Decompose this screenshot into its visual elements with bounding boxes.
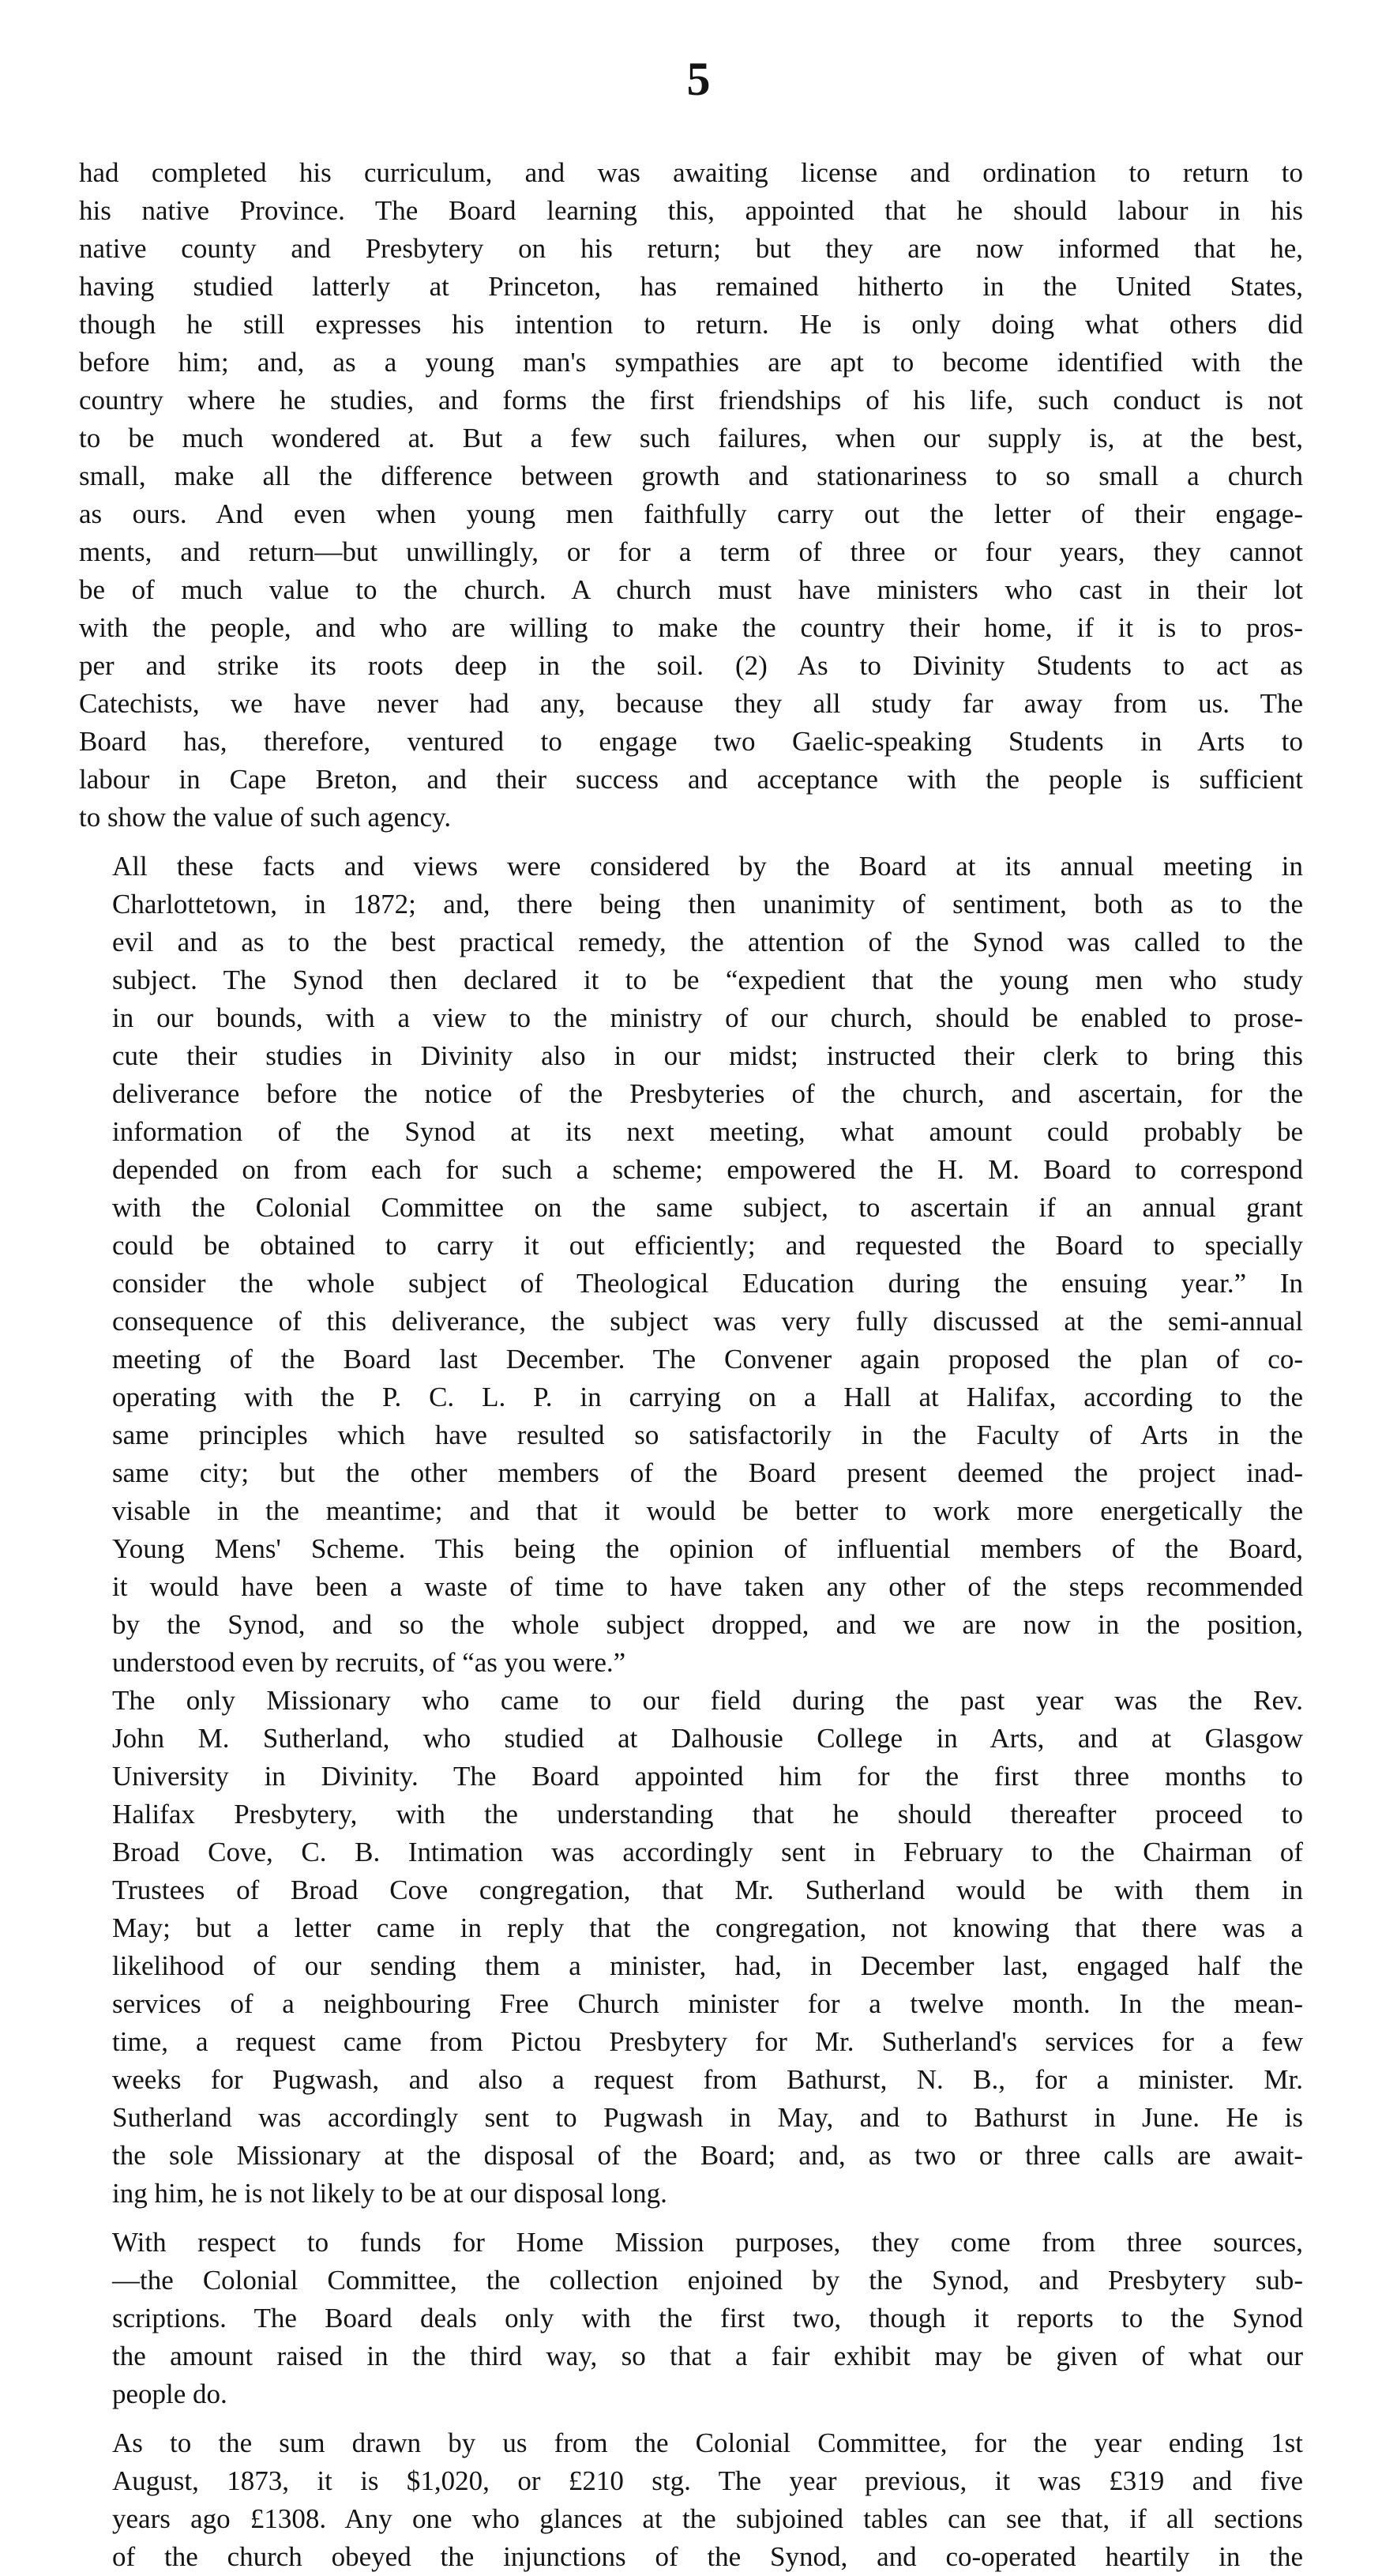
- text-line: having studied latterly at Princeton, has remained hitherto in the United States,: [79, 271, 1303, 302]
- text-line: services of a neighbouring Free Church minister for a twelve month. In the mean-: [112, 1988, 1303, 2019]
- text-line: country where he studies, and forms the first friendships of his life, such conduct is not: [79, 385, 1303, 416]
- text-line: University in Divinity. The Board appointed him for the first three months to: [112, 1761, 1303, 1792]
- paragraph-synod-deliverance: [79, 848, 1303, 1682]
- text-line: operating with the P. C. L. P. in carrying on a Hall at Halifax, according to the: [112, 1382, 1303, 1412]
- paragraph-colonial-committee: [79, 2424, 1303, 2576]
- paragraph-missionary: [79, 1682, 1303, 2213]
- text-line: Catechists, we have never had any, because they all study far away from us. The: [79, 688, 1303, 719]
- text-line: As to the sum drawn by us from the Colonial Committee, for the year ending 1st: [112, 2427, 1303, 2458]
- text-line: native county and Presbytery on his return; but they are now informed that he,: [79, 233, 1303, 264]
- text-line: it would have been a waste of time to have taken any other of the steps recommended: [112, 1571, 1303, 1602]
- text-line: likelihood of our sending them a minister, had, in December last, engaged half the: [112, 1950, 1303, 1981]
- document-body: [79, 154, 1303, 2576]
- text-line: Broad Cove, C. B. Intimation was accordingly sent in February to the Chairman of: [112, 1837, 1303, 1867]
- text-line: visable in the meantime; and that it would be better to work more energetically the: [112, 1495, 1303, 1526]
- text-line: August, 1873, it is $1,020, or £210 stg. The year previous, it was £319 and five: [112, 2465, 1303, 2496]
- page-number: 5: [686, 53, 711, 105]
- text-line: —the Colonial Committee, the collection enjoined by the Synod, and Presbytery sub-: [112, 2265, 1303, 2296]
- text-line: Trustees of Broad Cove congregation, that Mr. Sutherland would be with them in: [112, 1875, 1303, 1905]
- text-line: same principles which have resulted so satisfactorily in the Faculty of Arts in the: [112, 1420, 1303, 1450]
- text-line: meeting of the Board last December. The Convener again proposed the plan of co-: [112, 1344, 1303, 1374]
- text-line: before him; and, as a young man's sympathies are apt to become identified with the: [79, 347, 1303, 378]
- text-line: evil and as to the best practical remedy, the attention of the Synod was called to the: [112, 927, 1303, 957]
- text-line: to be much wondered at. But a few such failures, when our supply is, at the best,: [79, 423, 1303, 453]
- text-line: subject. The Synod then declared it to be “expedient that the young men who study: [112, 965, 1303, 995]
- text-line: Halifax Presbytery, with the understanding that he should thereafter proceed to: [112, 1799, 1303, 1830]
- text-line: labour in Cape Breton, and their success and acceptance with the people is sufficient: [79, 764, 1303, 795]
- text-line: per and strike its roots deep in the soil. (2) As to Divinity Students to act as: [79, 650, 1303, 681]
- text-line: as ours. And even when young men faithfully carry out the letter of their engage-: [79, 498, 1303, 529]
- text-line: by the Synod, and so the whole subject dropped, and we are now in the position,: [112, 1609, 1303, 1640]
- text-line: people do.: [112, 2379, 227, 2409]
- text-line: time, a request came from Pictou Presbytery for Mr. Sutherland's services for a few: [112, 2026, 1303, 2057]
- text-line: John M. Sutherland, who studied at Dalhousie College in Arts, and at Glasgow: [112, 1723, 1303, 1754]
- text-line: to show the value of such agency.: [79, 802, 452, 833]
- paragraph-curriculum: [79, 154, 1303, 837]
- text-line: scriptions. The Board deals only with the first two, though it reports to the Synod: [112, 2303, 1303, 2333]
- text-line: cute their studies in Divinity also in our midst; instructed their clerk to bring this: [112, 1040, 1303, 1071]
- text-line: though he still expresses his intention to return. He is only doing what others did: [79, 309, 1303, 340]
- text-line: information of the Synod at its next meeting, what amount could probably be: [112, 1116, 1303, 1147]
- text-line: the sole Missionary at the disposal of the Board; and, as two or three calls are await-: [112, 2140, 1303, 2171]
- text-line: Young Mens' Scheme. This being the opinion of influential members of the Board,: [112, 1533, 1303, 1564]
- text-line: his native Province. The Board learning this, appointed that he should labour in his: [79, 195, 1303, 226]
- text-line: ments, and return—but unwillingly, or for a term of three or four years, they cannot: [79, 536, 1303, 567]
- text-line: in our bounds, with a view to the ministry of our church, should be enabled to prose-: [112, 1002, 1303, 1033]
- text-line: with the people, and who are willing to make the country their home, if it is to pros-: [79, 612, 1303, 643]
- text-line: The only Missionary who came to our field during the past year was the Rev.: [112, 1685, 1303, 1716]
- text-line: deliverance before the notice of the Presbyteries of the church, and ascertain, for the: [112, 1078, 1303, 1109]
- text-line: of the church obeyed the injunctions of the Synod, and co-operated heartily in the: [112, 2541, 1303, 2572]
- text-line: With respect to funds for Home Mission purposes, they come from three sources,: [112, 2227, 1303, 2258]
- text-line: understood even by recruits, of “as you were.”: [112, 1647, 626, 1678]
- text-line: small, make all the difference between growth and stationariness to so small a church: [79, 461, 1303, 491]
- text-line: could be obtained to carry it out efficiently; and requested the Board to specially: [112, 1230, 1303, 1261]
- paragraph-funds: [79, 2224, 1303, 2413]
- text-line: depended on from each for such a scheme; empowered the H. M. Board to correspond: [112, 1154, 1303, 1185]
- text-line: consider the whole subject of Theological Education during the ensuing year.” In: [112, 1268, 1303, 1299]
- text-line: Board has, therefore, ventured to engage two Gaelic-speaking Students in Arts to: [79, 726, 1303, 757]
- text-line: be of much value to the church. A church must have ministers who cast in their lot: [79, 574, 1303, 605]
- text-line: with the Colonial Committee on the same subject, to ascertain if an annual grant: [112, 1192, 1303, 1223]
- text-line: the amount raised in the third way, so that a fair exhibit may be given of what our: [112, 2341, 1303, 2371]
- text-line: weeks for Pugwash, and also a request from Bathurst, N. B., for a minister. Mr.: [112, 2064, 1303, 2095]
- text-line: years ago £1308. Any one who glances at the subjoined tables can see that, if all sections: [112, 2503, 1303, 2534]
- text-line: consequence of this deliverance, the subject was very fully discussed at the semi-annual: [112, 1306, 1303, 1337]
- text-line: All these facts and views were considered by the Board at its annual meeting in: [112, 851, 1303, 882]
- text-line: ing him, he is not likely to be at our disposal long.: [112, 2178, 667, 2209]
- text-line: same city; but the other members of the Board present deemed the project inad-: [112, 1457, 1303, 1488]
- text-line: May; but a letter came in reply that the congregation, not knowing that there was a: [112, 1912, 1303, 1943]
- text-line: had completed his curriculum, and was awaiting license and ordination to return to: [79, 157, 1303, 188]
- text-line: Charlottetown, in 1872; and, there being then unanimity of sentiment, both as to the: [112, 889, 1303, 919]
- text-line: Sutherland was accordingly sent to Pugwash in May, and to Bathurst in June. He is: [112, 2102, 1303, 2133]
